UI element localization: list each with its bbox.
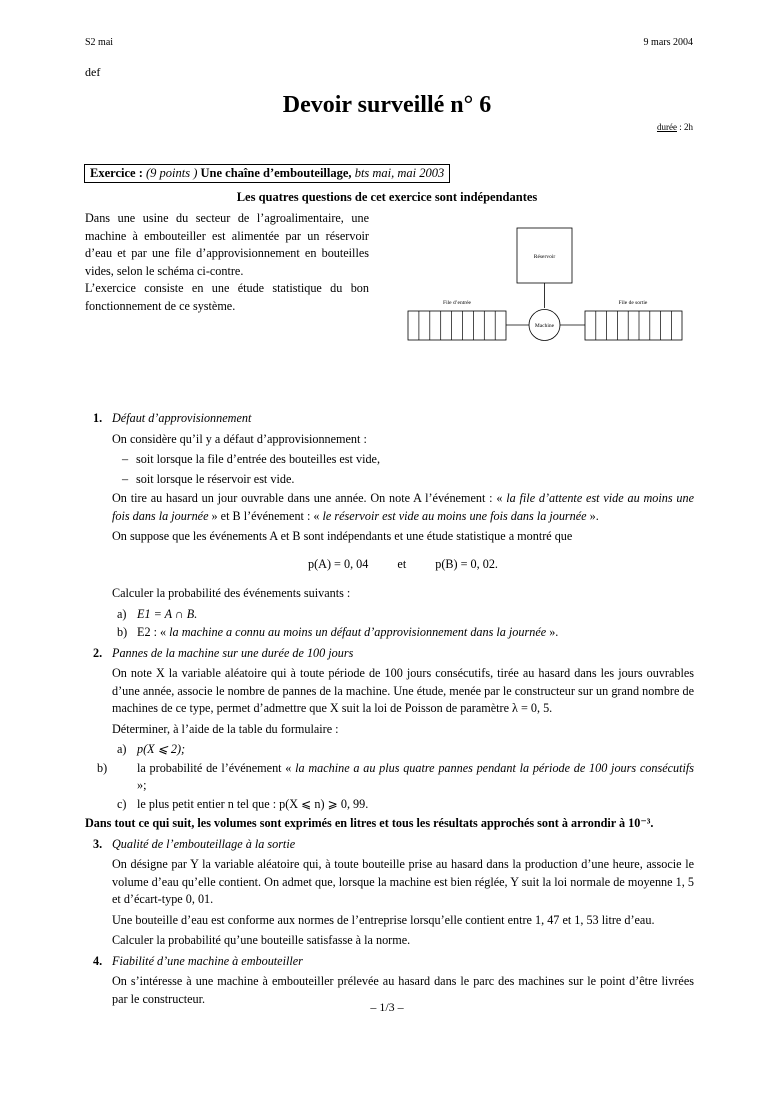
question-paragraph: On suppose que les événements A et B sont indépendants et une étude statistique a montré que (112, 529, 573, 543)
exercise-source: bts mai, mai 2003 (354, 166, 445, 180)
formula-and: et (397, 556, 407, 571)
question-paragraph: Déterminer, à l’aide de la table du formulaire : (112, 721, 339, 736)
question-1 (85, 410, 694, 642)
entry-queue (408, 311, 506, 340)
list-item-text: soit lorsque le réservoir est vide. (136, 471, 295, 486)
question-title: Qualité de l’embouteillage à la sortie (112, 836, 296, 851)
question-paragraph: On s’intéresse à une machine à embouteiller prélevée au hasard dans le parc des machines sur le point d’être livrées par le constructeur. (112, 974, 694, 1006)
exercise-label: Exercice : (90, 166, 143, 180)
page-number: – 1/3 – (370, 1000, 404, 1014)
header-left: S2 mai (85, 37, 114, 48)
probability-formula (112, 556, 694, 574)
intro-paragraph: L’exercice consiste en une étude statistique du bon fonctionnement de ce système. (85, 281, 369, 313)
exit-queue-label: File de sortie (618, 300, 648, 306)
question-paragraph: Calculer la probabilité des événements suivants : (112, 586, 351, 600)
sub-question-c: c) le plus petit entier n tel que : p(X ⩽ n) ⩾ 0, 99. (117, 796, 369, 811)
sub-question-a: a) p(X ⩽ 2); (117, 742, 186, 756)
sub-question-b: b) la probabilité de l’événement « la machine a au plus quatre pannes pendant la période de 100 jours consécutifs »; (97, 760, 695, 792)
question-number: 2. (93, 645, 103, 660)
question-title: Pannes de la machine sur une durée de 100 jours (112, 645, 354, 660)
question-number: 4. (93, 953, 103, 968)
duration (657, 122, 693, 132)
question-paragraph: Une bouteille d’eau est conforme aux normes de l’entreprise lorsqu’elle contient entre 1, 47 et 1, 53 litre d’eau. (112, 912, 655, 927)
list-item-text: soit lorsque la file d’entrée des bouteilles est vide, (136, 452, 381, 466)
question-number: 3. (93, 836, 103, 851)
question-paragraph: On tire au hasard un jour ouvrable dans une année. On note A l’événement : « la file d’attente est vide au moins une fois dans la journée » et B l’événement : « le réservoir est vide au moins une fois dans la journée ». (112, 491, 694, 523)
header-date: 9 mars 2004 (643, 37, 693, 48)
independence-note: Les quatres questions de cet exercice sont indépendantes (236, 190, 538, 204)
formula-pb: p(B) = 0, 02. (435, 556, 498, 571)
intro-paragraph: Dans une usine du secteur de l’agroalimentaire, une machine à embouteiller est alimentée par un réservoir d’eau et par une file d’approvisionnement en bouteilles vides, selon le schéma ci-contre. (85, 211, 369, 278)
exercise-header-box (84, 164, 450, 183)
duration-label: durée (656, 122, 677, 132)
bottling-schema-diagram (400, 222, 700, 347)
question-paragraph: Calculer la probabilité qu’une bouteille satisfasse à la norme. (112, 933, 411, 947)
rounding-warning: Dans tout ce qui suit, les volumes sont exprimés en litres et tous les résultats approchés sont à arrondir à 10⁻³. (85, 816, 654, 830)
reservoir-label: Réservoir (533, 254, 556, 260)
duration-value: : 2h (676, 122, 693, 132)
question-paragraph: On considère qu’il y a défaut d’approvisionnement : (112, 431, 367, 446)
question-title: Défaut d’approvisionnement (112, 411, 252, 425)
question-title: Fiabilité d’une machine à embouteiller (112, 953, 303, 968)
intro-text (85, 210, 369, 315)
page-title: Devoir surveillé n° 6 (282, 92, 492, 118)
list-item: – soit lorsque la file d’entrée des bouteilles est vide, (122, 452, 381, 466)
sub-question-a: a) E1 = A ∩ B. (117, 606, 198, 621)
question-paragraph: On note X la variable aléatoire qui à toute période de 100 jours consécutifs, tirée au hasard dans les jours ouvrables d’une année, associe le nombre de pannes de la machine. Une étude, menée par le constructeur sur un grand nombre de machines de ce type, permet d’admettre que X suit la loi de Poisson de paramètre λ = 0, 5. (112, 666, 694, 715)
question-3 (85, 836, 694, 950)
exercise-points: (9 points ) (146, 166, 198, 180)
entry-queue-label: File d’entrée (443, 300, 471, 306)
list-item: – soit lorsque le réservoir est vide. (122, 471, 295, 486)
exercise-name: Une chaîne d’embouteillage, (200, 166, 352, 180)
sub-question-b: b) E2 : « la machine a connu au moins un défaut d’approvisionnement dans la journée ». (117, 625, 559, 639)
question-number: 1. (93, 411, 103, 425)
def-text: def (85, 65, 101, 79)
questions-section (85, 410, 694, 1011)
formula-pa: p(A) = 0, 04 (308, 556, 369, 571)
question-2 (85, 645, 694, 814)
exit-queue (585, 311, 682, 340)
question-paragraph: On désigne par Y la variable aléatoire qui, à toute bouteille prise au hasard dans la production d’une heure, associe le volume d’eau qu’elle contient. On admet que, lorsque la machine est bien réglée, Y suit la loi normale de moyenne 1, 5 et d’écart-type 0, 01. (112, 857, 694, 906)
machine-label: Machine (534, 323, 555, 329)
